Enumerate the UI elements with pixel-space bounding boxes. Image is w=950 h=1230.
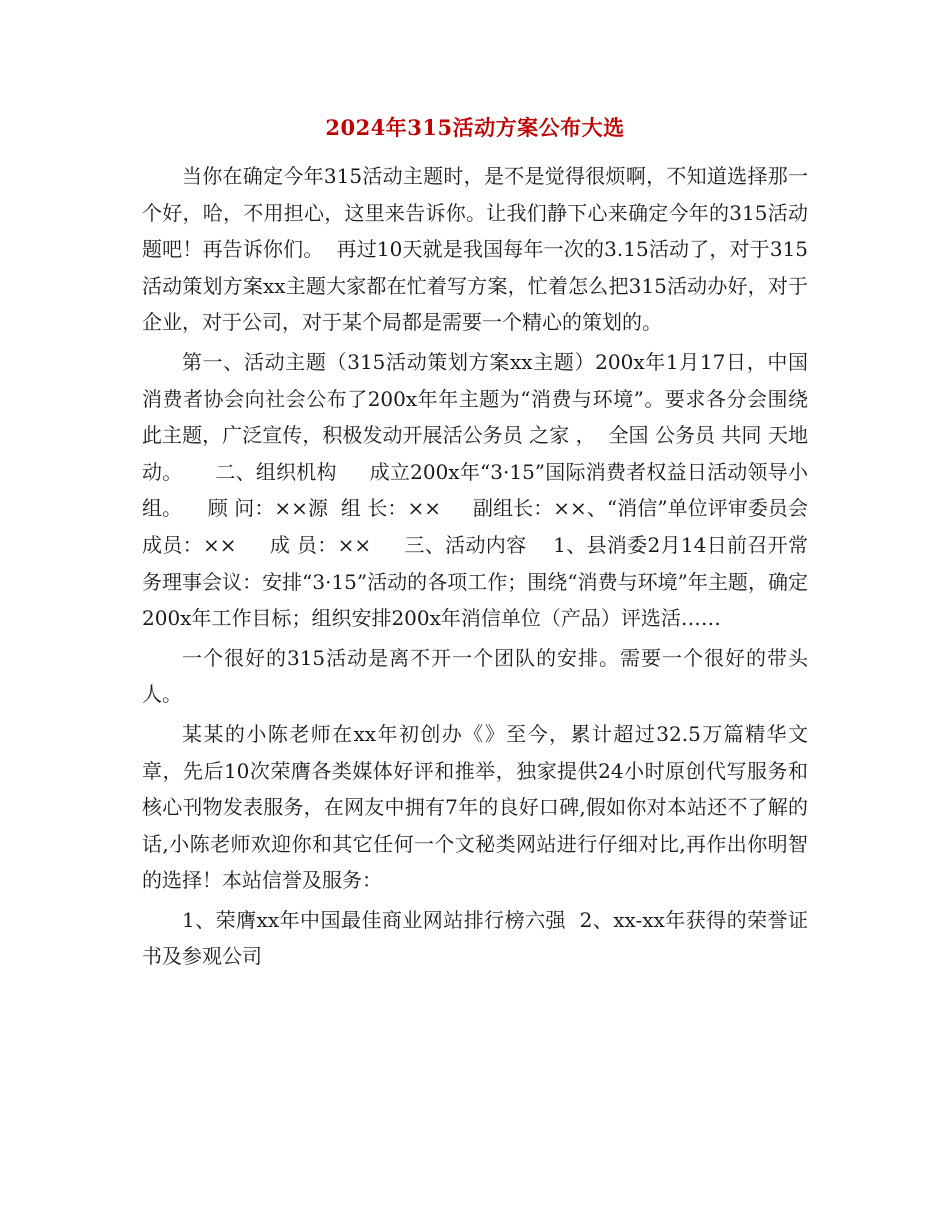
paragraph-honors: 1、荣膺xx年中国最佳商业网站排行榜六强 2、xx-xx年获得的荣誉证书及参观公司	[142, 907, 808, 969]
document-title: 2024年315活动方案公布大选	[325, 115, 625, 140]
paragraph-intro: 当你在确定今年315活动主题时，是不是觉得很烦啊，不知道选择那一个好，哈，不用担心，这里来告诉你。让我们静下心来确定今年的315活动题吧！再告诉你们。 再过10天就是我国每年一次的3.15活动了，对于315活动策划方案xx主题大家都在忙着写方案，忙着怎么把315活动办好，对于企业，对于公司，对于某个局都是需要一个精心的策划的。	[142, 164, 808, 335]
paragraph-site-intro: 某某的小陈老师在xx年初创办《》至今，累计超过32.5万篇精华文章，先后10次荣膺各类媒体好评和推举，独家提供24小时原创代写服务和核心刊物发表服务，在网友中拥有7年的良好口碑,假如你对本站还不了解的话,小陈老师欢迎你和其它任何一个文秘类网站进行仔细对比,再作出你明智的选择！本站信誉及服务：	[142, 721, 808, 893]
paragraph-activity-plan: 第一、活动主题（315活动策划方案xx主题）200x年1月17日，中国消费者协会向社会公布了200x年年主题为“消费与环境”。要求各分会围绕此主题，广泛宣传，积极发动开展活公务员 之家 ， 全国 公务员 共同 天地 动。 二、组织机构 成立200x年“3·15”国际消费者权益日活动领导小组。 顾 问：××源 组 长：×× 副组长：××、“消信”单位评审委员会成员：×× 成 员：×× 三、活动内容 1、县消委2月14日前召开常务理事会议：安排“3·15”活动的各项工作；围绕“消费与环境”年主题，确定200x年工作目标；组织安排200x年消信单位（产品）评选活……	[142, 349, 815, 631]
paragraph-team: 一个很好的315活动是离不开一个团队的安排。需要一个很好的带头人。	[142, 645, 808, 707]
document-page	[142, 108, 815, 978]
